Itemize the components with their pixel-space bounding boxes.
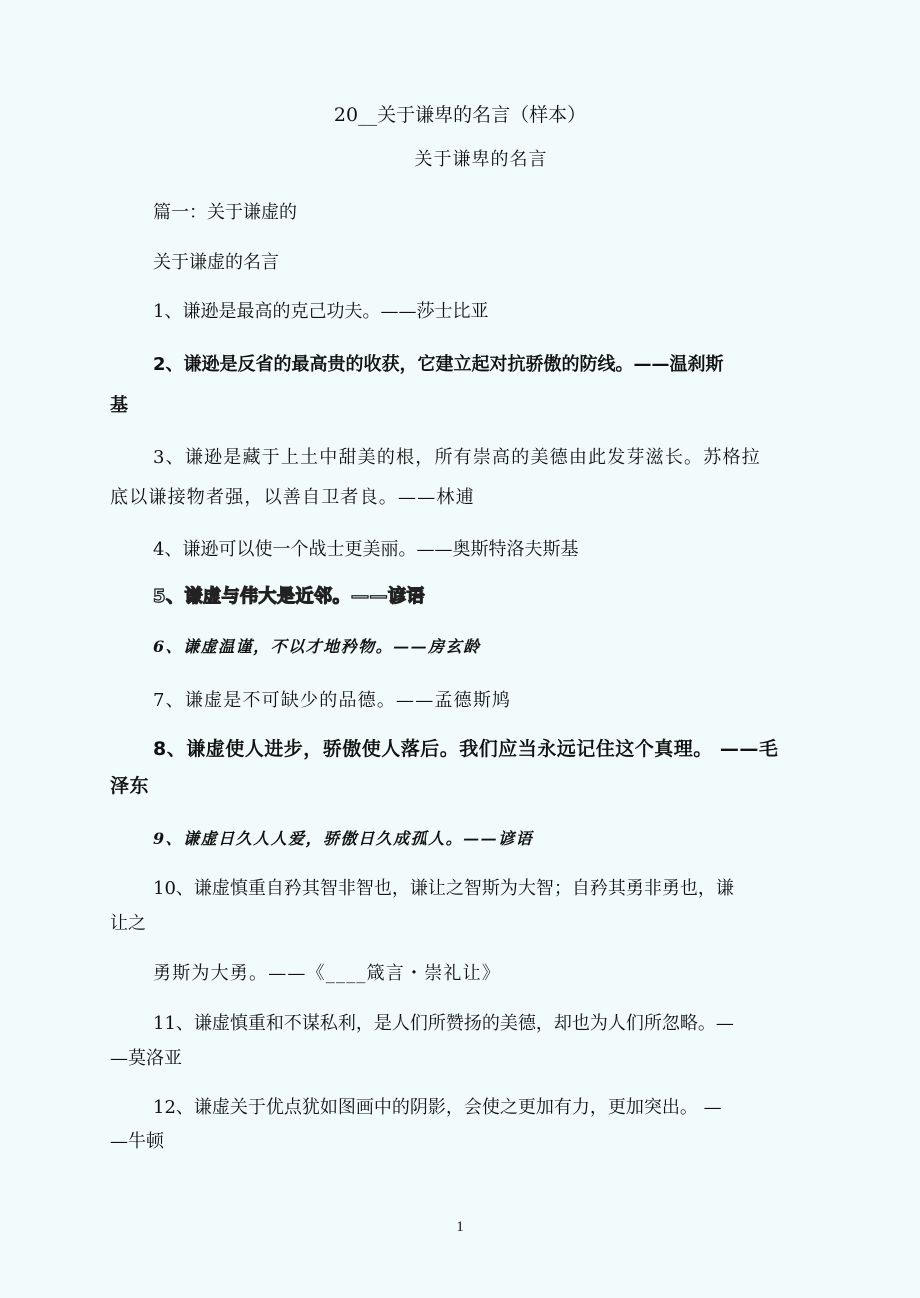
quote-5: 5、谦虚与伟大是近邻。——谚语 [153, 586, 426, 607]
quote-2-line1: 2、谦逊是反省的最高贵的收获，它建立起对抗骄傲的防线。——温刹斯 [153, 354, 724, 375]
quote-11-line2: —莫洛亚 [110, 1048, 182, 1069]
quote-3-line2: 底以谦接物者强，以善自卫者良。——林逋 [110, 487, 475, 508]
quote-8-line1: 8、谦虚使人进步，骄傲使人落后。我们应当永远记住这个真理。 ——毛 [153, 738, 779, 760]
quote-11-line1: 11、谦虚慎重和不谋私利，是人们所赞扬的美德，却也为人们所忽略。— [153, 1013, 734, 1034]
page-number: 1 [456, 1219, 464, 1235]
quote-6: 6、谦虚温谨，不以才地矜物。——房玄龄 [153, 637, 481, 656]
quote-12-line2: —牛顿 [110, 1131, 164, 1152]
section-subheading: 关于谦虚的名言 [153, 252, 279, 273]
quote-10-line2: 让之 [110, 913, 146, 934]
section-heading: 篇一：关于谦虚的 [153, 202, 297, 223]
quote-7: 7、谦虚是不可缺少的品德。——孟德斯鸠 [153, 690, 512, 711]
document-subtitle: 关于谦卑的名言 [414, 149, 548, 170]
document-title: 20__关于谦卑的名言（样本） [333, 104, 587, 126]
quote-12-line1: 12、谦虚关于优点犹如图画中的阴影，会使之更加有力，更加突出。 — [153, 1097, 722, 1118]
quote-4: 4、谦逊可以使一个战士更美丽。——奥斯特洛夫斯基 [153, 539, 579, 560]
quote-8-line2: 泽东 [110, 775, 150, 797]
quote-2-line2: 基 [110, 395, 128, 416]
quote-9: 9、谦虚日久人人爱，骄傲日久成孤人。——谚语 [153, 829, 534, 848]
quote-3-line1: 3、谦逊是藏于上土中甜美的根，所有崇高的美德由此发芽滋长。苏格拉 [153, 447, 761, 468]
quote-1: 1、谦逊是最高的克己功夫。——莎士比亚 [153, 301, 489, 322]
quote-10-line1: 10、谦虚慎重自矜其智非智也，谦让之智斯为大智；自矜其勇非勇也，谦 [153, 878, 734, 899]
quote-10-line3: 勇斯为大勇。——《____箴言・崇礼让》 [153, 963, 501, 984]
